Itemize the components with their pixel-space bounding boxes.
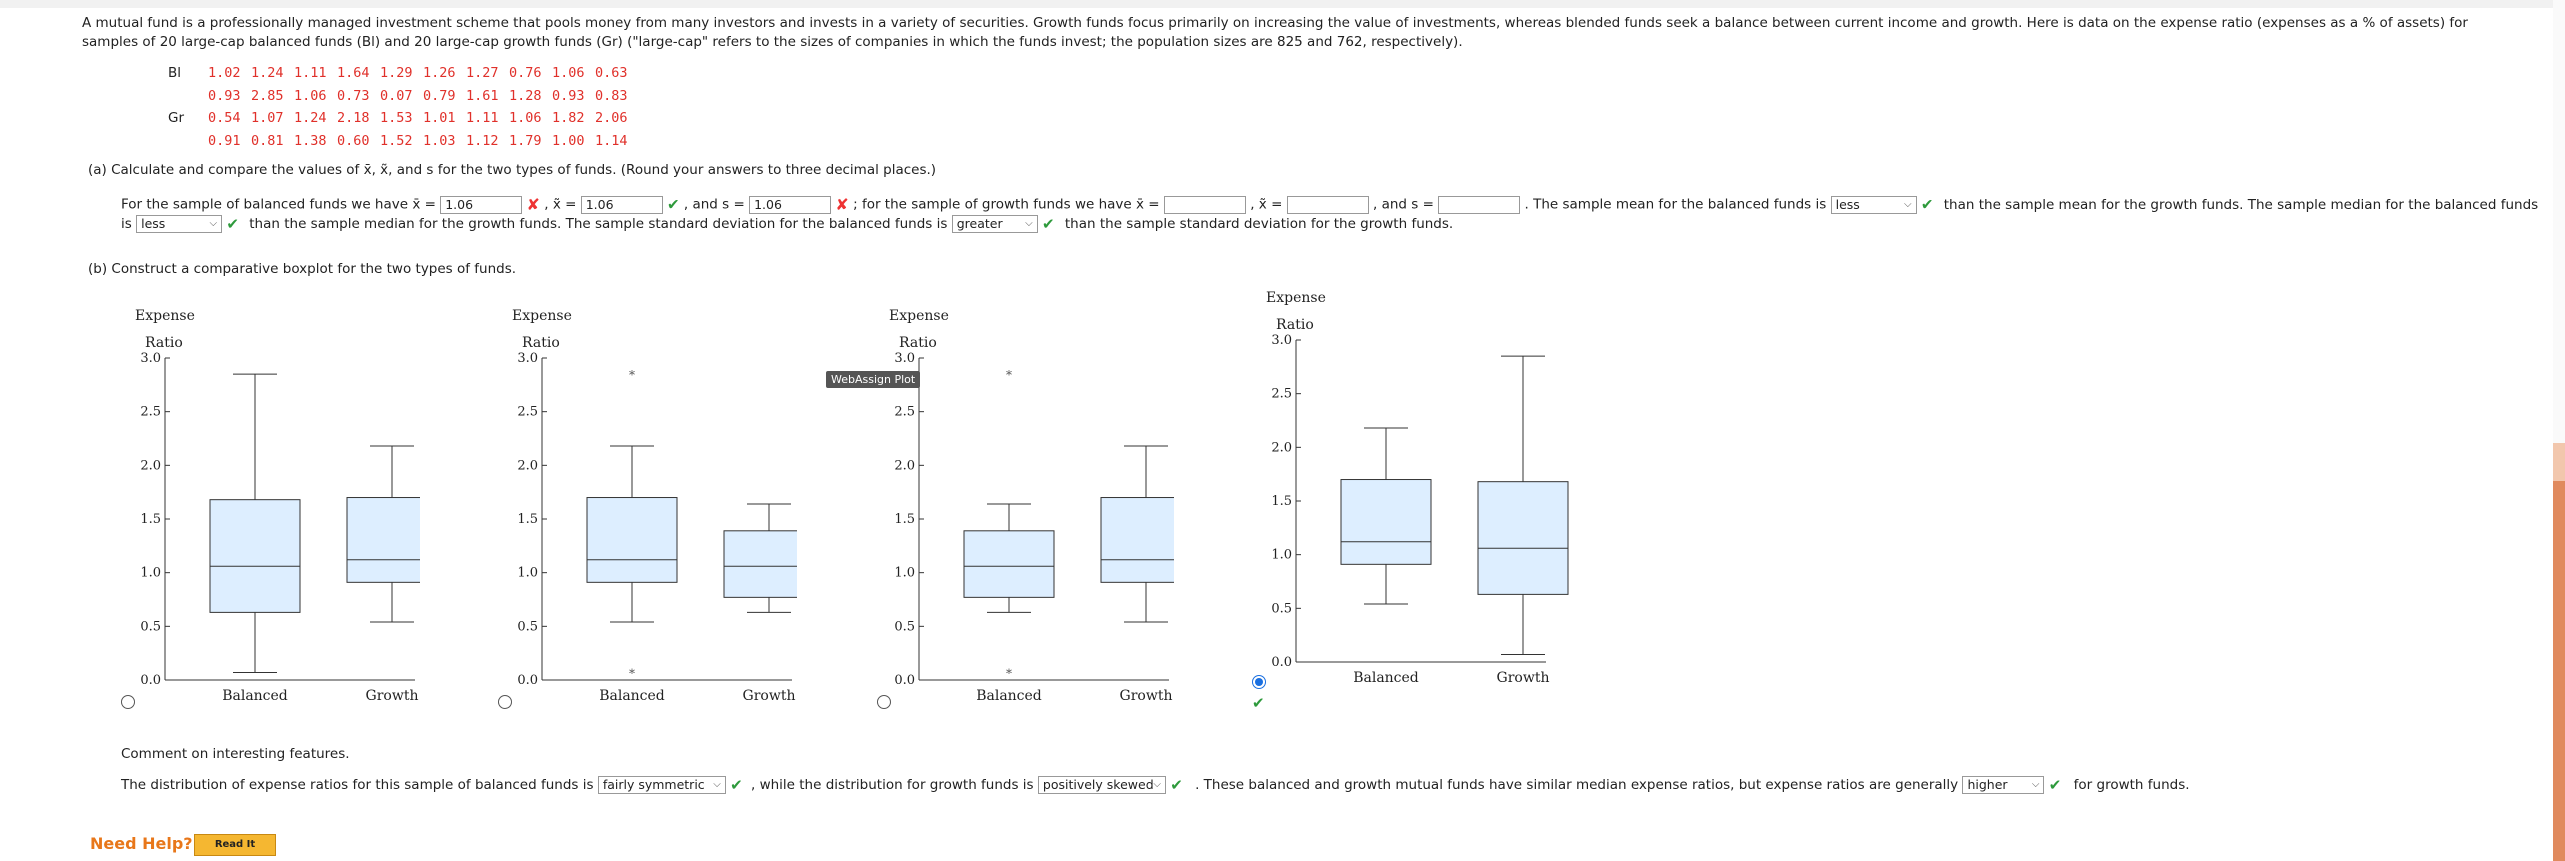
y-axis-title: Ratio (1276, 317, 1314, 333)
text: , while the distribution for growth funds is (750, 777, 1034, 793)
boxplot-option-4 (1251, 278, 1651, 698)
row-label: Gr (168, 110, 185, 127)
data-value: 0.81 (251, 132, 284, 149)
part-a-title: (a) Calculate and compare the values of x̄, x̃, and s for the two types of funds. (Round your answers to three decimal places.) (88, 162, 937, 178)
y-axis-title: Ratio (899, 335, 937, 351)
outlier-point: * (1006, 666, 1012, 681)
chevron-down-icon: ⌵ (1153, 779, 1161, 790)
correct-check-icon: ✔ (730, 776, 743, 794)
scrollbar-thumb[interactable] (2553, 443, 2565, 861)
correct-check-icon: ✔ (1252, 694, 1265, 712)
text: The distribution of expense ratios for this sample of balanced funds is (121, 777, 594, 793)
data-value: 1.24 (294, 110, 327, 127)
incorrect-icon: ✘ (835, 195, 849, 214)
boxplot-option-1 (120, 296, 420, 716)
comment-title: Comment on interesting features. (121, 746, 350, 762)
data-value: 0.07 (380, 87, 413, 104)
top-strip (0, 0, 2565, 8)
data-value: 1.24 (251, 65, 284, 82)
data-value: 1.29 (380, 65, 413, 82)
text: , x̃ = (544, 196, 577, 213)
x-category-label: Growth (365, 688, 419, 704)
median-compare-select[interactable] (136, 215, 222, 233)
radio-option-4[interactable] (1252, 675, 1266, 689)
box (1478, 482, 1568, 595)
text: , x̃ = (1250, 196, 1283, 213)
chevron-down-icon: ⌵ (1904, 198, 1912, 210)
y-tick-label: 3.0 (140, 351, 161, 366)
select-value: less (1835, 196, 1860, 212)
y-tick-label: 2.0 (894, 458, 915, 474)
chevron-down-icon: ⌵ (1025, 218, 1033, 229)
data-value: 0.54 (208, 110, 241, 127)
x-category-label: Growth (1119, 688, 1173, 704)
correct-check-icon: ✔ (2048, 776, 2062, 794)
data-value: 1.06 (294, 87, 327, 104)
text: . These balanced and growth mutual funds have similar median expense ratios, but expense ratios are generally (1195, 777, 1959, 793)
radio-option-2[interactable] (498, 695, 512, 709)
y-tick-label: 3.0 (1271, 333, 1292, 348)
y-tick-label: 1.0 (894, 565, 915, 581)
data-value: 2.18 (337, 110, 370, 127)
y-tick-label: 2.0 (517, 458, 538, 474)
select-value: positively skewed (1042, 777, 1154, 792)
text: than the sample mean for the growth funds. The sample median for the balanced funds (1943, 196, 2539, 213)
y-tick-label: 1.5 (1271, 494, 1292, 509)
text: ; for the sample of growth funds we have x̄ = (853, 196, 1160, 213)
incorrect-icon: ✘ (526, 195, 540, 214)
plot-tooltip: WebAssign Plot (826, 371, 920, 388)
y-tick-label: 0.5 (1271, 601, 1292, 617)
data-value: 0.63 (595, 65, 628, 82)
growth-shape-select[interactable] (1038, 776, 1166, 794)
data-value: 1.61 (466, 87, 499, 104)
balanced-mean-input[interactable]: 1.06 (440, 196, 522, 214)
data-value: 0.60 (337, 132, 370, 149)
text: than the sample median for the growth funds. The sample standard deviation for the balanced funds is (249, 216, 948, 232)
x-category-label: Balanced (222, 688, 288, 704)
data-value: 0.91 (208, 132, 241, 149)
y-axis-title: Expense (1266, 290, 1326, 306)
data-value: 1.64 (337, 65, 370, 82)
table-row (168, 107, 638, 130)
text: For the sample of balanced funds we have x̄ = (121, 196, 436, 213)
balanced-median-input[interactable]: 1.06 (581, 196, 663, 214)
chevron-down-icon: ⌵ (209, 218, 218, 229)
y-tick-label: 0.5 (894, 619, 915, 635)
data-value: 1.12 (466, 132, 499, 149)
y-tick-label: 1.5 (894, 512, 915, 527)
data-value: 1.11 (466, 110, 499, 127)
box (347, 498, 420, 583)
part-a-line-2 (121, 215, 1453, 233)
data-value: 1.11 (294, 65, 327, 82)
select-value: greater (956, 216, 1003, 231)
data-value: 0.76 (509, 65, 542, 82)
part-b-title: (b) Construct a comparative boxplot for the two types of funds. (88, 261, 517, 277)
balanced-sd-input[interactable]: 1.06 (749, 196, 831, 214)
y-tick-label: 2.5 (894, 404, 915, 420)
correct-check-icon: ✔ (226, 215, 239, 233)
text: is (121, 216, 132, 232)
data-value: 2.85 (251, 87, 284, 104)
box (210, 500, 300, 613)
data-value: 1.00 (552, 132, 585, 149)
table-row (168, 85, 638, 108)
text: for growth funds. (2073, 777, 2190, 793)
box (724, 531, 797, 598)
x-category-label: Balanced (976, 688, 1042, 704)
y-tick-label: 0.5 (140, 619, 161, 635)
data-value: 1.07 (251, 110, 284, 127)
box (587, 498, 677, 583)
data-table (168, 62, 638, 152)
x-category-label: Growth (742, 688, 796, 704)
x-category-label: Growth (1496, 670, 1550, 686)
text: , and s = (1372, 196, 1434, 213)
radio-option-3[interactable] (877, 695, 891, 709)
correct-check-icon: ✔ (1920, 195, 1934, 214)
data-value: 1.26 (423, 65, 456, 82)
select-value: fairly symmetric (602, 777, 705, 792)
comment-line (121, 776, 2190, 794)
problem-intro: A mutual fund is a professionally managed investment scheme that pools money from many investors and invests in a variety of securities. Growth funds focus primarily on increasing the value of investments, whereas blended funds seek a balance between current income and growth. Here is data on the expense ratio (expenses as a % of assets) for samples of 20 large-cap balanced funds (Bl) and 20 large-cap growth funds (Gr) ("large-cap" refers to the sizes of companies in which the funds invest; the population sizes are 825 and 762, respectively). (82, 15, 2468, 50)
radio-option-1[interactable] (121, 695, 135, 709)
table-row (168, 130, 638, 153)
y-axis-title: Expense (512, 308, 572, 324)
y-tick-label: 0.0 (140, 673, 161, 688)
part-a-line-1 (121, 195, 2538, 214)
y-axis-title: Ratio (145, 335, 183, 351)
data-value: 1.06 (552, 65, 585, 82)
y-tick-label: 0.0 (1271, 655, 1292, 670)
outlier-point: * (629, 666, 635, 681)
text: , and s = (683, 196, 745, 213)
y-tick-label: 2.5 (140, 404, 161, 420)
correct-check-icon: ✔ (1170, 776, 1183, 794)
data-value: 1.02 (208, 65, 241, 82)
sd-compare-select[interactable] (952, 215, 1038, 233)
box (964, 531, 1054, 598)
data-value: 1.38 (294, 132, 327, 149)
y-tick-label: 2.0 (140, 458, 161, 474)
x-category-label: Balanced (1353, 670, 1419, 686)
growth-mean-input[interactable] (1164, 196, 1246, 214)
y-tick-label: 3.0 (517, 351, 538, 366)
y-tick-label: 2.5 (1271, 386, 1292, 402)
data-value: 1.52 (380, 132, 413, 149)
y-axis-title: Expense (889, 308, 949, 324)
y-tick-label: 1.5 (517, 512, 538, 527)
data-value: 2.06 (595, 110, 628, 127)
data-value: 1.06 (509, 110, 542, 127)
data-value: 1.14 (595, 132, 628, 149)
y-tick-label: 1.0 (517, 565, 538, 581)
ratio-compare-select[interactable] (1962, 776, 2044, 794)
y-tick-label: 0.0 (517, 673, 538, 688)
row-label: Bl (168, 65, 182, 82)
y-tick-label: 0.0 (894, 673, 915, 688)
growth-sd-input[interactable] (1438, 196, 1520, 214)
read-it-button[interactable]: Read It (194, 834, 276, 856)
data-value: 1.82 (552, 110, 585, 127)
data-value: 1.53 (380, 110, 413, 127)
x-category-label: Balanced (599, 688, 665, 704)
select-value: less (141, 216, 166, 231)
outlier-point: * (629, 368, 635, 383)
scrollbar-thumb-highlight (2553, 443, 2565, 481)
data-value: 0.79 (423, 87, 456, 104)
y-tick-label: 2.0 (1271, 440, 1292, 456)
y-tick-label: 0.5 (517, 619, 538, 635)
data-value: 1.79 (509, 132, 542, 149)
data-value: 1.01 (423, 110, 456, 127)
select-value: higher (1967, 777, 2008, 792)
data-value: 1.27 (466, 65, 499, 82)
outlier-point: * (1006, 368, 1012, 383)
y-axis-title: Expense (135, 308, 195, 324)
balanced-shape-select[interactable] (598, 776, 726, 794)
chevron-down-icon: ⌵ (2031, 779, 2040, 790)
y-tick-label: 1.0 (1271, 547, 1292, 563)
data-value: 1.03 (423, 132, 456, 149)
need-help-label: Need Help? (90, 834, 193, 853)
text: . The sample mean for the balanced funds is (1524, 196, 1827, 213)
data-value: 1.28 (509, 87, 542, 104)
y-tick-label: 1.0 (140, 565, 161, 581)
y-tick-label: 2.5 (517, 404, 538, 420)
text: than the sample standard deviation for the growth funds. (1064, 216, 1454, 232)
mean-compare-select[interactable] (1831, 196, 1917, 214)
box (1101, 498, 1174, 583)
table-row (168, 62, 638, 85)
boxplot-option-2 (497, 296, 797, 716)
growth-median-input[interactable] (1287, 196, 1369, 214)
chevron-down-icon: ⌵ (713, 779, 721, 790)
y-axis-title: Ratio (522, 335, 560, 351)
correct-check-icon: ✔ (1042, 215, 1055, 233)
y-tick-label: 3.0 (894, 351, 915, 366)
correct-check-icon: ✔ (667, 195, 680, 214)
data-value: 0.93 (208, 87, 241, 104)
data-value: 0.83 (595, 87, 628, 104)
data-value: 0.73 (337, 87, 370, 104)
boxplot-option-3 (874, 296, 1174, 716)
data-value: 0.93 (552, 87, 585, 104)
box (1341, 480, 1431, 565)
y-tick-label: 1.5 (140, 512, 161, 527)
